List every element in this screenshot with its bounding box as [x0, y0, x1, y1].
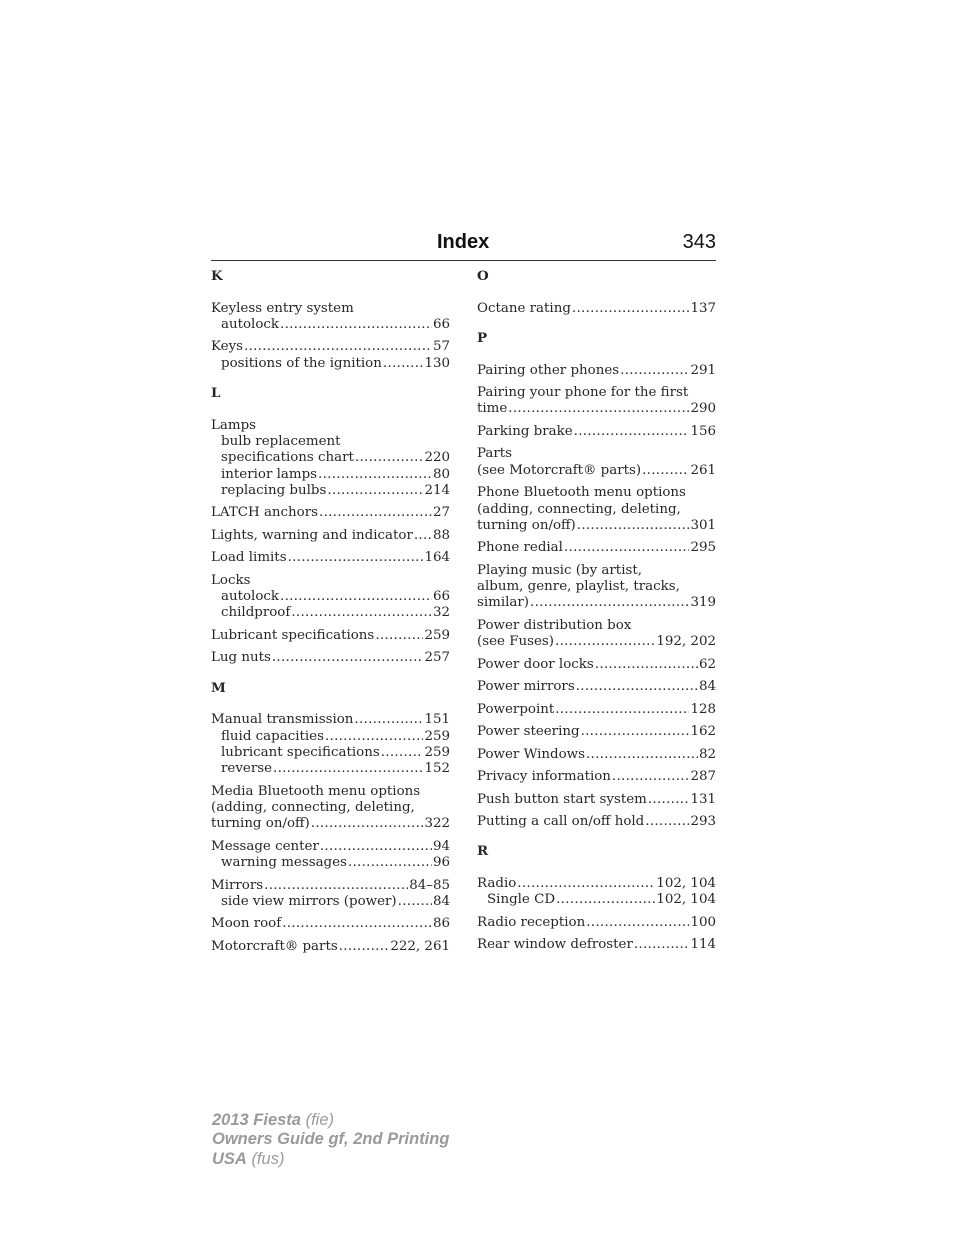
entry-page-ref: 130: [424, 355, 450, 371]
entry-page-ref: 86: [432, 916, 450, 932]
index-entry: [211, 528, 450, 544]
dot-leader: [577, 518, 690, 534]
entry-page-ref: 82: [698, 746, 716, 762]
entry-text: bulb replacement: [221, 434, 341, 450]
index-entry: [211, 418, 450, 499]
index-section-k: [211, 268, 450, 372]
index-entry: [477, 769, 716, 785]
entry-text: Radio reception: [477, 914, 586, 930]
index-entry-line: [211, 784, 450, 800]
entry-page-ref: 319: [690, 595, 716, 611]
entry-page-ref: 102, 104: [656, 892, 716, 908]
entry-page-ref: 114: [690, 937, 716, 953]
index-entry-line: [477, 747, 716, 763]
entry-text: Motorcraft® parts: [211, 938, 338, 954]
dot-leader: [576, 679, 698, 695]
footer-line-1: 2013 Fiesta (fie): [212, 1111, 334, 1129]
dot-leader: [634, 937, 690, 953]
entry-text: Locks: [211, 572, 251, 588]
index-entry: [211, 878, 450, 911]
entry-text: similar): [477, 595, 530, 611]
index-entry: [477, 915, 716, 931]
index-entry: [477, 363, 716, 379]
index-entry: [477, 876, 716, 909]
entry-text: Moon roof: [211, 916, 282, 932]
entry-page-ref: 259: [424, 745, 450, 761]
dot-leader: [595, 657, 698, 673]
index-entry: [477, 814, 716, 830]
entry-page-ref: 261: [690, 462, 716, 478]
entry-text: Parking brake: [477, 423, 573, 439]
section-letter: M: [211, 679, 226, 696]
entry-text: Playing music (by artist,: [477, 562, 642, 578]
dot-leader: [517, 876, 655, 892]
entry-text: interior lamps: [221, 466, 318, 482]
dot-leader: [586, 915, 689, 931]
index-entry-line: [211, 839, 450, 855]
index-entry: [477, 424, 716, 440]
entry-text: Powerpoint: [477, 701, 555, 717]
page-title: Index: [437, 231, 490, 253]
entry-text: Phone Bluetooth menu options: [477, 485, 686, 501]
entry-text: Manual transmission: [211, 712, 354, 728]
footer-line-3: USA (fus): [212, 1149, 285, 1168]
index-entry-line: [477, 363, 716, 379]
dot-leader: [414, 528, 432, 544]
index-subentry-line: [211, 729, 450, 745]
index-entry-line: [211, 939, 450, 955]
entry-text: fluid capacities: [221, 728, 324, 744]
index-entry-line: [477, 792, 716, 808]
entry-text: Power door locks: [477, 656, 594, 672]
index-entry-line: [477, 876, 716, 892]
index-subentry-line: [211, 745, 450, 761]
index-entry-line: [477, 595, 716, 611]
entry-text: LATCH anchors: [211, 505, 319, 521]
index-entry-line: [477, 563, 716, 579]
entry-text: autolock: [221, 589, 280, 605]
index-subentry-line: [211, 467, 450, 483]
entry-text: Message center: [211, 838, 319, 854]
dot-leader: [564, 540, 689, 556]
index-entry-line: [211, 418, 450, 434]
entry-page-ref: 84–85: [409, 877, 450, 893]
index-entry-line: [211, 528, 450, 544]
index-entry-line: [211, 878, 450, 894]
entry-text: Media Bluetooth menu options: [211, 783, 421, 799]
index-subentry-line: [211, 317, 450, 333]
entry-text: Push button start system: [477, 791, 647, 807]
index-entry-line: [211, 650, 450, 666]
index-entry: [477, 657, 716, 673]
index-entry: [211, 573, 450, 622]
index-entry-line: [477, 301, 716, 317]
entry-text: (see Fuses): [477, 634, 555, 650]
entry-page-ref: 94: [432, 838, 450, 854]
entry-text: Pairing your phone for the first: [477, 385, 689, 401]
dot-leader: [319, 505, 432, 521]
entry-page-ref: 66: [432, 589, 450, 605]
dot-leader: [355, 450, 424, 466]
entry-text: Load limits: [211, 550, 287, 566]
entry-page-ref: 57: [432, 339, 450, 355]
index-entry-line: [477, 702, 716, 718]
entry-text: Parts: [477, 446, 513, 462]
index-entry-line: [477, 679, 716, 695]
index-section-o: [477, 268, 716, 317]
dot-leader: [572, 301, 690, 317]
dot-leader: [311, 816, 424, 832]
entry-page-ref: 84: [432, 893, 450, 909]
dot-leader: [620, 363, 689, 379]
page-number: 343: [682, 231, 716, 253]
index-entry: [211, 916, 450, 932]
index-entry: [477, 485, 716, 534]
entry-text: reverse: [221, 761, 273, 777]
dot-leader: [586, 747, 698, 763]
index-subentry-line: [477, 892, 716, 908]
index-entry: [477, 724, 716, 740]
entry-page-ref: 301: [690, 517, 716, 533]
entry-page-ref: 80: [432, 466, 450, 482]
entry-page-ref: 152: [424, 761, 450, 777]
entry-text: Lights, warning and indicator: [211, 527, 413, 543]
entry-page-ref: 27: [432, 505, 450, 521]
entry-text: childproof: [221, 605, 291, 621]
index-entry: [211, 505, 450, 521]
dot-leader: [555, 702, 689, 718]
dot-leader: [327, 483, 423, 499]
dot-leader: [581, 724, 690, 740]
dot-leader: [280, 317, 432, 333]
index-entry: [477, 937, 716, 953]
dot-leader: [642, 463, 689, 479]
section-letter: R: [477, 843, 489, 860]
dot-leader: [645, 814, 689, 830]
entry-page-ref: 32: [432, 605, 450, 621]
index-entry-line: [211, 816, 450, 832]
index-entry: [477, 540, 716, 556]
section-letter: L: [211, 385, 221, 402]
dot-leader: [244, 339, 432, 355]
entry-page-ref: 322: [424, 816, 450, 832]
index-entry-line: [477, 385, 716, 401]
index-entry-line: [477, 463, 716, 479]
entry-text: Rear window defroster: [477, 937, 633, 953]
index-entry-line: [477, 814, 716, 830]
dot-leader: [508, 401, 689, 417]
index-section-p: [477, 330, 716, 830]
entry-text: replacing bulbs: [221, 482, 327, 498]
entry-page-ref: 88: [432, 527, 450, 543]
entry-page-ref: 164: [424, 550, 450, 566]
entry-text: Pairing other phones: [477, 362, 620, 378]
dot-leader: [318, 467, 432, 483]
entry-page-ref: 128: [690, 701, 716, 717]
entry-page-ref: 151: [424, 712, 450, 728]
entry-text: warning messages: [221, 855, 347, 871]
index-entry-line: [211, 301, 450, 317]
dot-leader: [320, 839, 432, 855]
dot-leader: [381, 745, 424, 761]
index-entry: [477, 301, 716, 317]
entry-page-ref: 96: [432, 855, 450, 871]
entry-text: turning on/off): [477, 517, 576, 533]
entry-page-ref: 192, 202: [656, 634, 716, 650]
entry-text: Mirrors: [211, 877, 264, 893]
page-footer: [212, 1111, 449, 1169]
dot-leader: [530, 595, 689, 611]
index-entry-line: [477, 915, 716, 931]
entry-text: Single CD: [487, 892, 556, 908]
index-subentry-line: [211, 761, 450, 777]
index-entry: [211, 939, 450, 955]
entry-text: Lubricant specifications: [211, 627, 375, 643]
entry-page-ref: 257: [424, 650, 450, 666]
index-subentry-line: [211, 434, 450, 450]
index-entry-line: [211, 800, 450, 816]
index-entry-line: [211, 505, 450, 521]
entry-text: Putting a call on/off hold: [477, 814, 645, 830]
index-entry: [211, 650, 450, 666]
index-subentry-line: [211, 356, 450, 372]
index-entry: [211, 784, 450, 833]
dot-leader: [280, 589, 432, 605]
entry-page-ref: 100: [690, 914, 716, 930]
entry-text: Lamps: [211, 417, 257, 433]
index-entry: [477, 618, 716, 651]
entry-page-ref: 137: [690, 300, 716, 316]
entry-text: (adding, connecting, deleting,: [211, 800, 415, 816]
index-subentry-line: [211, 605, 450, 621]
section-letter: K: [211, 268, 223, 284]
entry-text: Power steering: [477, 724, 580, 740]
entry-page-ref: 102, 104: [656, 876, 716, 891]
footer-line-2: Owners Guide gf, 2nd Printing: [212, 1130, 450, 1149]
index-section-l: [211, 385, 450, 667]
index-entry-line: [211, 573, 450, 589]
index-entry: [477, 446, 716, 479]
index-entry-line: [211, 712, 450, 728]
entry-text: Power Windows: [477, 746, 585, 762]
dot-leader: [556, 892, 655, 908]
index-section-r: [477, 843, 716, 953]
index-entry-line: [211, 550, 450, 566]
entry-text: side view mirrors (power): [221, 893, 397, 909]
entry-page-ref: 162: [690, 724, 716, 740]
entry-text: album, genre, playlist, tracks,: [477, 579, 680, 595]
entry-text: Octane rating: [477, 300, 571, 316]
index-entry-line: [477, 540, 716, 556]
index-column-right: [477, 268, 716, 967]
dot-leader: [272, 650, 424, 666]
index-entry: [477, 792, 716, 808]
entry-page-ref: 259: [424, 627, 450, 643]
dot-leader: [339, 939, 390, 955]
entry-text: (see Motorcraft® parts): [477, 462, 642, 478]
index-entry-line: [477, 769, 716, 785]
dot-leader: [648, 792, 690, 808]
section-letter: P: [477, 329, 488, 346]
index-entry-line: [477, 579, 716, 595]
entry-page-ref: 156: [690, 423, 716, 439]
dot-leader: [264, 878, 408, 894]
index-entry: [211, 301, 450, 334]
index-entry: [211, 339, 450, 372]
index-subentry-line: [211, 855, 450, 871]
index-subentry-line: [211, 589, 450, 605]
index-entry-line: [477, 618, 716, 634]
index-subentry-line: [211, 450, 450, 466]
dot-leader: [291, 605, 432, 621]
index-entry-line: [477, 424, 716, 440]
dot-leader: [348, 855, 432, 871]
section-letter: O: [477, 268, 489, 284]
index-entry: [477, 747, 716, 763]
index-entry-line: [477, 401, 716, 417]
dot-leader: [375, 628, 423, 644]
entry-text: Keys: [211, 339, 244, 355]
dot-leader: [273, 761, 423, 777]
index-entry: [211, 628, 450, 644]
index-subentry-line: [211, 894, 450, 910]
index-entry-line: [477, 502, 716, 518]
index-entry: [211, 712, 450, 777]
entry-page-ref: 222, 261: [390, 938, 450, 954]
dot-leader: [282, 916, 432, 932]
index-entry-line: [477, 485, 716, 501]
index-entry: [477, 702, 716, 718]
entry-page-ref: 259: [424, 728, 450, 744]
entry-text: Lug nuts: [211, 650, 271, 666]
entry-text: time: [477, 401, 508, 417]
index-section-m: [211, 680, 450, 955]
entry-text: lubricant specifications: [221, 745, 380, 761]
entry-text: Power distribution box: [477, 617, 632, 633]
index-entry-line: [211, 339, 450, 355]
index-entry-line: [477, 446, 716, 462]
entry-page-ref: 214: [424, 482, 450, 498]
dot-leader: [354, 712, 423, 728]
dot-leader: [398, 894, 432, 910]
dot-leader: [288, 550, 424, 566]
index-entry-line: [211, 628, 450, 644]
page-header: [211, 230, 716, 261]
entry-text: Phone redial: [477, 540, 563, 556]
index-entry-line: [477, 724, 716, 740]
entry-text: Power mirrors: [477, 679, 575, 695]
entry-page-ref: 220: [424, 450, 450, 466]
dot-leader: [555, 634, 655, 650]
dot-leader: [325, 729, 423, 745]
entry-page-ref: 131: [690, 791, 716, 807]
entry-text: turning on/off): [211, 816, 310, 832]
dot-leader: [612, 769, 690, 785]
index-entry-line: [477, 657, 716, 673]
index-entry-line: [477, 634, 716, 650]
entry-text: autolock: [221, 316, 280, 332]
entry-page-ref: 62: [698, 656, 716, 672]
index-entry: [211, 839, 450, 872]
entry-page-ref: 295: [690, 540, 716, 556]
index-column-left: [211, 268, 450, 968]
entry-text: Radio: [477, 876, 517, 891]
index-entry: [477, 385, 716, 418]
dot-leader: [574, 424, 690, 440]
entry-page-ref: 290: [690, 401, 716, 417]
entry-text: (adding, connecting, deleting,: [477, 501, 681, 517]
index-entry: [477, 679, 716, 695]
index-entry: [477, 563, 716, 612]
dot-leader: [383, 356, 424, 372]
entry-page-ref: 291: [690, 362, 716, 378]
index-entry: [211, 550, 450, 566]
index-entry-line: [211, 916, 450, 932]
entry-text: specifications chart: [221, 450, 354, 466]
index-entry-line: [477, 937, 716, 953]
entry-page-ref: 293: [690, 814, 716, 830]
index-subentry-line: [211, 483, 450, 499]
entry-text: Keyless entry system: [211, 300, 354, 316]
index-entry-line: [477, 518, 716, 534]
entry-text: positions of the ignition: [221, 355, 382, 371]
entry-page-ref: 84: [698, 679, 716, 695]
entry-page-ref: 66: [432, 316, 450, 332]
entry-text: Privacy information: [477, 769, 611, 785]
entry-page-ref: 287: [690, 769, 716, 785]
